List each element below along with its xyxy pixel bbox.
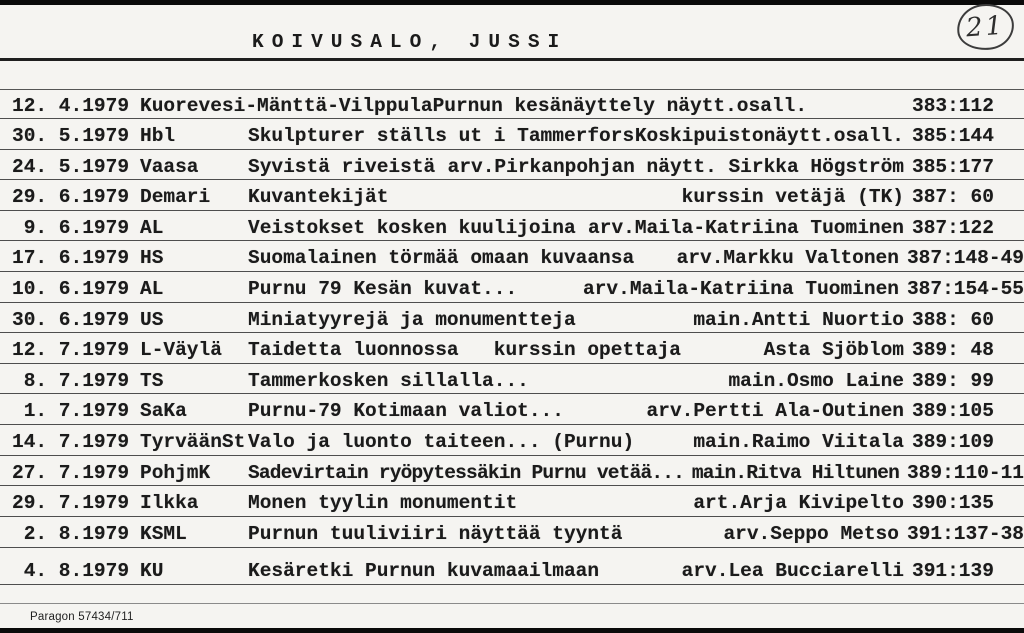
entry-title: Valo ja luonto taiteen... (Purnu) xyxy=(248,431,635,454)
entry-date: 30. 6.1979 xyxy=(12,308,130,331)
entry-source: Hbl xyxy=(140,125,176,148)
entry-title: Taidetta luonnossa kurssin opettaja xyxy=(248,339,681,362)
footer-imprint: Paragon 57434/711 xyxy=(30,610,134,623)
entry-date: 10. 6.1979 xyxy=(12,278,130,301)
table-row xyxy=(0,364,1024,395)
page-title: KOIVUSALO, JUSSI xyxy=(252,31,568,53)
entry-source: TyrväänSt xyxy=(140,431,246,454)
entry-source: SaKa xyxy=(140,400,187,423)
entry-ref: 389:105 xyxy=(912,400,994,423)
entry-note: Koskipuistonäytt.osall. xyxy=(634,125,904,148)
entry-date: 1. 7.1979 xyxy=(12,400,130,423)
entry-ref: 383:112 xyxy=(912,94,994,117)
entry-date: 24. 5.1979 xyxy=(12,155,130,178)
table-row xyxy=(0,548,1024,585)
table-row xyxy=(0,119,1024,150)
entry-ref: 388: 60 xyxy=(912,308,994,331)
entry-date: 8. 7.1979 xyxy=(12,369,130,392)
entry-date: 27. 7.1979 xyxy=(12,461,130,484)
entry-note: main.Osmo Laine xyxy=(728,369,904,392)
entry-title: Skulpturer ställs ut i Tammerfors xyxy=(248,125,635,148)
entry-table xyxy=(0,90,1024,585)
entry-date: 17. 6.1979 xyxy=(12,247,130,270)
entry-ref: 385:144 xyxy=(912,125,994,148)
entry-source: Demari xyxy=(140,186,211,209)
table-row xyxy=(0,180,1024,211)
table-row xyxy=(0,150,1024,181)
entry-title: Kesäretki Purnun kuvamaailmaan xyxy=(248,560,600,583)
entry-ref: 391:139 xyxy=(912,560,994,583)
entry-ref: 389:110-11 xyxy=(906,461,1024,484)
table-row xyxy=(0,333,1024,364)
table-row xyxy=(0,303,1024,334)
entry-note: kurssin vetäjä (TK) xyxy=(681,186,904,209)
entry-date: 12. 4.1979 xyxy=(12,94,130,117)
scan-top-edge xyxy=(0,0,1024,5)
entry-date: 2. 8.1979 xyxy=(12,523,130,546)
entry-ref: 385:177 xyxy=(912,155,994,178)
entry-title: Syvistä riveistä xyxy=(248,155,436,178)
entry-title: Purnu-79 Kotimaan valiot... xyxy=(248,400,564,423)
entry-date: 9. 6.1979 xyxy=(12,216,130,239)
entry-title: Tammerkosken sillalla... xyxy=(248,369,529,392)
entry-source: HS xyxy=(140,247,164,270)
entry-source: TS xyxy=(140,369,164,392)
entry-date: 29. 6.1979 xyxy=(12,186,130,209)
table-row xyxy=(0,272,1024,303)
entry-ref: 390:135 xyxy=(912,492,994,515)
entry-note: arv.Pirkanpohjan näytt. Sirkka Högström xyxy=(447,155,904,178)
table-row xyxy=(0,517,1024,548)
entry-source: KU xyxy=(140,560,164,583)
entry-ref: 387:148-49 xyxy=(906,247,1024,270)
entry-note: arv.Markku Valtonen xyxy=(676,247,899,270)
entry-title: Purnu 79 Kesän kuvat... xyxy=(248,278,518,301)
entry-title: Miniatyyrejä ja monumentteja xyxy=(248,308,576,331)
entry-date: 14. 7.1979 xyxy=(12,431,130,454)
entry-source: Kuorevesi-Mänttä-Vilppula xyxy=(140,94,433,117)
entry-title: Monen tyylin monumentit xyxy=(248,492,518,515)
table-row xyxy=(0,456,1024,487)
entry-note: Asta Sjöblom xyxy=(763,339,904,362)
entry-date: 30. 5.1979 xyxy=(12,125,130,148)
entry-note: arv.Seppo Metso xyxy=(723,523,899,546)
entry-ref: 387:122 xyxy=(912,216,994,239)
table-row xyxy=(0,241,1024,272)
entry-source: PohjmK xyxy=(140,461,211,484)
table-row xyxy=(0,425,1024,456)
ruled-line xyxy=(0,585,1024,604)
entry-date: 4. 8.1979 xyxy=(12,560,130,583)
entry-source: Ilkka xyxy=(140,492,199,515)
table-row xyxy=(0,394,1024,425)
entry-ref: 389:109 xyxy=(912,431,994,454)
entry-note: arv.Lea Bucciarelli xyxy=(681,560,904,583)
entry-ref: 391:137-38 xyxy=(906,523,1024,546)
entry-note: arv.Pertti Ala-Outinen xyxy=(646,400,904,423)
entry-title: Sadevirtain ryöpytessäkin Purnu vetää... xyxy=(248,461,685,484)
entry-source: US xyxy=(140,308,164,331)
entry-ref: 389: 99 xyxy=(912,369,994,392)
entry-note: arv.Maila-Katriina Tuominen xyxy=(588,216,904,239)
entry-date: 12. 7.1979 xyxy=(12,339,130,362)
entry-note: main.Ritva Hiltunen xyxy=(691,461,899,484)
entry-title: Purnun kesänäyttely näytt.osall. xyxy=(432,94,808,117)
ruled-line xyxy=(0,61,1024,90)
entry-date: 29. 7.1979 xyxy=(12,492,130,515)
entry-ref: 387: 60 xyxy=(912,186,994,209)
entry-note: main.Raimo Viitala xyxy=(693,431,904,454)
page-number: 21 xyxy=(964,10,1007,44)
entry-source: AL xyxy=(140,216,164,239)
entry-ref: 389: 48 xyxy=(912,339,994,362)
entry-source: Vaasa xyxy=(140,155,199,178)
table-row xyxy=(0,211,1024,242)
entry-ref: 387:154-55 xyxy=(906,278,1024,301)
table-row xyxy=(0,486,1024,517)
card-header xyxy=(0,0,1024,61)
entry-title: Veistokset kosken kuulijoina xyxy=(248,216,576,239)
entry-title: Purnun tuuliviiri näyttää tyyntä xyxy=(248,523,623,546)
entry-note: main.Antti Nuortio xyxy=(693,308,904,331)
entry-title: Kuvantekijät xyxy=(248,186,389,209)
table-row xyxy=(0,90,1024,119)
entry-source: L-Väylä xyxy=(140,339,222,362)
entry-source: AL xyxy=(140,278,164,301)
entry-source: KSML xyxy=(140,523,187,546)
scan-bottom-edge xyxy=(0,628,1024,633)
entry-note: art.Arja Kivipelto xyxy=(693,492,904,515)
entry-note: arv.Maila-Katriina Tuominen xyxy=(583,278,899,301)
entry-title: Suomalainen törmää omaan kuvaansa xyxy=(248,247,635,270)
